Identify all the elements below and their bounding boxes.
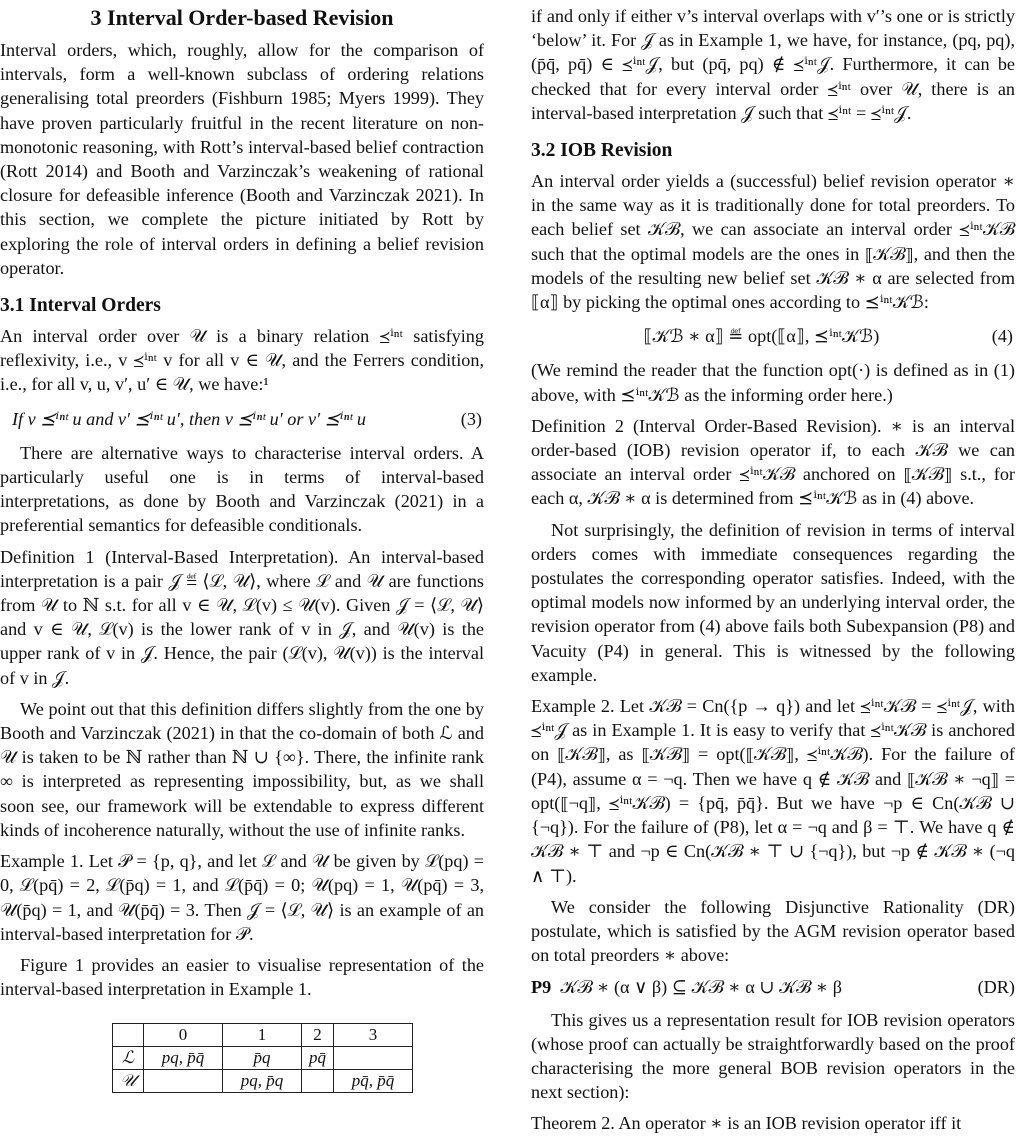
equation-4: [531, 324, 1015, 348]
table-cell: pq, p̄q: [223, 1070, 302, 1093]
table-header-cell: 3: [334, 1024, 413, 1047]
example-1: Example 1. Let 𝒫 = {p, q}, and let ℒ and 𝒰 be given by ℒ(pq) = 0, ℒ(pq̄) = 2, ℒ(p̄q) = 1, and ℒ(p̄q̄) = 0; 𝒰(pq) = 1, 𝒰(pq̄) = 3, 𝒰(p̄q) = 1, and 𝒰(p̄q̄) = 3. Then 𝒥 = ⟨ℒ, 𝒰⟩ is an example of an interval-based interpretation for 𝒫.: [0, 851, 484, 944]
table-header-cell: [113, 1024, 144, 1047]
continuation-paragraph: if and only if either v’s interval overlaps with v′’s one or is strictly ‘below’ it. For 𝒥 as in Example 1, we have, for instance, (pq, pq), (p̄q̄, pq̄) ∈ ⪯ⁱⁿᵗ𝒥, but (pq̄, pq) ∉ ⪯ⁱⁿᵗ𝒥. Furthermore, it can be checked that for every interval order ⪯ⁱⁿᵗ over 𝒰, there is an interval-based interpretation 𝒥 such that ⪯ⁱⁿᵗ = ⪯ⁱⁿᵗ𝒥.: [531, 6, 1015, 123]
right-column: [531, 4, 1015, 1136]
example-2: Example 2. Let 𝒦ℬ = Cn({p → q}) and let ⪯ⁱⁿᵗ𝒦ℬ = ⪯ⁱⁿᵗ𝒥, with ⪯ⁱⁿᵗ𝒥 as in Example 1. It is easy to verify that ⪯ⁱⁿᵗ𝒦ℬ is anchored on ⟦𝒦ℬ⟧, as ⟦𝒦ℬ⟧ = opt(⟦𝒦ℬ⟧, ⪯ⁱⁿᵗ𝒦ℬ). For the failure of (P4), assume α = ¬q. Then we have q ∉ 𝒦ℬ and ⟦𝒦ℬ ∗ ¬q⟧ = opt(⟦¬q⟧, ⪯ⁱⁿᵗ𝒦ℬ) = {pq̄, p̄q̄}. But we have ¬p ∈ Cn(𝒦ℬ ∪ {¬q}). For the failure of (P8), let α = ¬q and β = ⊤. We have q ∉ 𝒦ℬ ∗ ⊤ and ¬p ∈ Cn(𝒦ℬ ∗ ⊤ ∪ {¬q}), but ¬p ∉ 𝒦ℬ ∗ (¬q ∧ ⊤).: [531, 696, 1015, 886]
not-surprisingly-paragraph: Not surprisingly, the definition of revision in terms of interval orders comes with immediate consequences regarding the postulates the corresponding operator satisfies. Indeed, with the optimal models now informed by an underlying interval order, the revision operator from (4) above fails both Subexpansion (P8) and Vacuity (P4) in general. This is witnessed by the following example.: [531, 519, 1015, 685]
equation-3-number: (3): [460, 408, 482, 429]
equation-4-number: (4): [991, 326, 1013, 347]
table-row: [113, 1024, 413, 1047]
table-header-cell: 2: [302, 1024, 334, 1047]
figure-1-table: [112, 1023, 413, 1093]
subsection-title-3-1: 3.1 Interval Orders: [0, 295, 161, 317]
table-cell: [334, 1047, 413, 1070]
postulate-label: P9: [531, 977, 552, 998]
table-row: [113, 1070, 413, 1093]
table-cell: pq̄, p̄q̄: [334, 1070, 413, 1093]
table-cell: 𝒰: [113, 1070, 144, 1093]
table-cell: pq̄: [302, 1047, 334, 1070]
section-title: 3 Interval Order-based Revision: [90, 5, 394, 30]
gives-paragraph: This gives us a representation result for IOB revision operators (whose proof can actually be straightforwardly based on the proof characterising the more general BOB revision operators in the next section):: [531, 1009, 1015, 1103]
remind-paragraph: (We remind the reader that the function opt(·) is defined as in (1) above, with ⪯ⁱⁿᵗ𝒦ℬ as the informing order here.): [531, 360, 1015, 405]
theorem-2-start: Theorem 2. An operator ∗ is an IOB revision operator iff it: [531, 1113, 962, 1134]
postulate-p9-content: [531, 975, 842, 999]
table-cell: ℒ: [113, 1047, 144, 1070]
interval-order-paragraph: An interval order over 𝒰 is a binary relation ⪯ⁱⁿᵗ satisfying reflexivity, i.e., v ⪯ⁱⁿᵗ v for all v ∈ 𝒰, and the Ferrers condition, i.e., for all v, u, v′, u′ ∈ 𝒰, we have:¹: [0, 326, 484, 395]
equation-3-body: If v ⪯ⁱⁿᵗ u and v′ ⪯ⁱⁿᵗ u′, then v ⪯ⁱⁿᵗ u′ or v′ ⪯ⁱⁿᵗ u: [12, 408, 366, 429]
table-header-cell: 1: [223, 1024, 302, 1047]
subsection-title-3-2: 3.2 IOB Revision: [531, 140, 673, 162]
definition-2: Definition 2 (Interval Order-Based Revision). ∗ is an interval order-based (IOB) revision operator if, to each 𝒦ℬ we can associate an interval order ⪯ⁱⁿᵗ𝒦ℬ anchored on ⟦𝒦ℬ⟧ s.t., for each α, 𝒦ℬ ∗ α is determined from ⪯ⁱⁿᵗ𝒦ℬ as in (4) above.: [531, 415, 1015, 509]
left-column: [0, 4, 484, 1093]
table-cell: p̄q: [223, 1047, 302, 1070]
postulate-formula: 𝒦ℬ ∗ (α ∨ β) ⊆ 𝒦ℬ ∗ α ∪ 𝒦ℬ ∗ β: [560, 977, 842, 998]
point-out-paragraph: We point out that this definition differs slightly from the one by Booth and Varzinczak (2021) in that the co-domain of both ℒ and 𝒰 is taken to be ℕ rather than ℕ ∪ {∞}. There, the infinite rank ∞ is interpreted as representing impossibility, but, as we shall soon see, our framework will be extendable to express different kinds of incoherence naturally, without the use of infinite ranks.: [0, 698, 484, 840]
intro-paragraph: Interval orders, which, roughly, allow for the comparison of intervals, form a well-known subclass of ordering relations generalising total preorders (Fishburn 1985; Myers 1999). They have proven particularly fruitful in the recent literature on non-monotonic reasoning, with Rott’s interval-based belief contraction (Rott 2014) and Booth and Varzinczak’s weakening of rational closure for defeasible inference (Booth and Varzinczak 2021). In this section, we complete the picture initiated by Rott by exploring the role of interval orders in defining a belief revision operator.: [0, 40, 484, 278]
definition-1: Definition 1 (Interval-Based Interpretation). An interval-based interpretation is a pair 𝒥 ≝ ⟨ℒ, 𝒰⟩, where ℒ and 𝒰 are functions from 𝒰 to ℕ s.t. for all v ∈ 𝒰, ℒ(v) ≤ 𝒰(v). Given 𝒥 = ⟨ℒ, 𝒰⟩ and v ∈ 𝒰, ℒ(v) is the lower rank of v in 𝒥, and 𝒰(v) is the upper rank of v in 𝒥. Hence, the pair (ℒ(v), 𝒰(v)) is the interval of v in 𝒥.: [0, 546, 484, 688]
table-row: [113, 1047, 413, 1070]
alternative-paragraph: There are alternative ways to characterise interval orders. A particularly useful one is in terms of interval-based interpretations, as done by Booth and Varzinczak (2021) in a preferential semantics for defeasible conditionals.: [0, 442, 484, 536]
iob-revision-paragraph: An interval order yields a (successful) belief revision operator ∗ in the same way as it is traditionally done for total preorders. To each belief set 𝒦ℬ, we can associate an interval order ⪯ⁱⁿᵗ𝒦ℬ such that the optimal models are the ones in ⟦𝒦ℬ⟧, and then the models of the resulting new belief set 𝒦ℬ ∗ α are selected from ⟦α⟧ by picking the optimal ones according to ⪯ⁱⁿᵗ𝒦ℬ:: [531, 171, 1015, 313]
equation-4-body: ⟦𝒦ℬ ∗ α⟧ ≝ opt(⟦α⟧, ⪯ⁱⁿᵗ𝒦ℬ): [643, 326, 880, 347]
table-cell: [144, 1070, 223, 1093]
table-cell: pq, p̄q̄: [144, 1047, 223, 1070]
figure-reference-paragraph: Figure 1 provides an easier to visualise representation of the interval-based interpretation in Example 1.: [0, 954, 484, 1000]
consider-paragraph: We consider the following Disjunctive Rationality (DR) postulate, which is satisfied by the AGM revision operator based on total preorders ∗ above:: [531, 896, 1015, 966]
table-header-cell: 0: [144, 1024, 223, 1047]
postulate-p9: [531, 975, 1015, 999]
postulate-tag: (DR): [977, 977, 1015, 998]
table-cell: [302, 1070, 334, 1093]
equation-3: [0, 407, 484, 431]
